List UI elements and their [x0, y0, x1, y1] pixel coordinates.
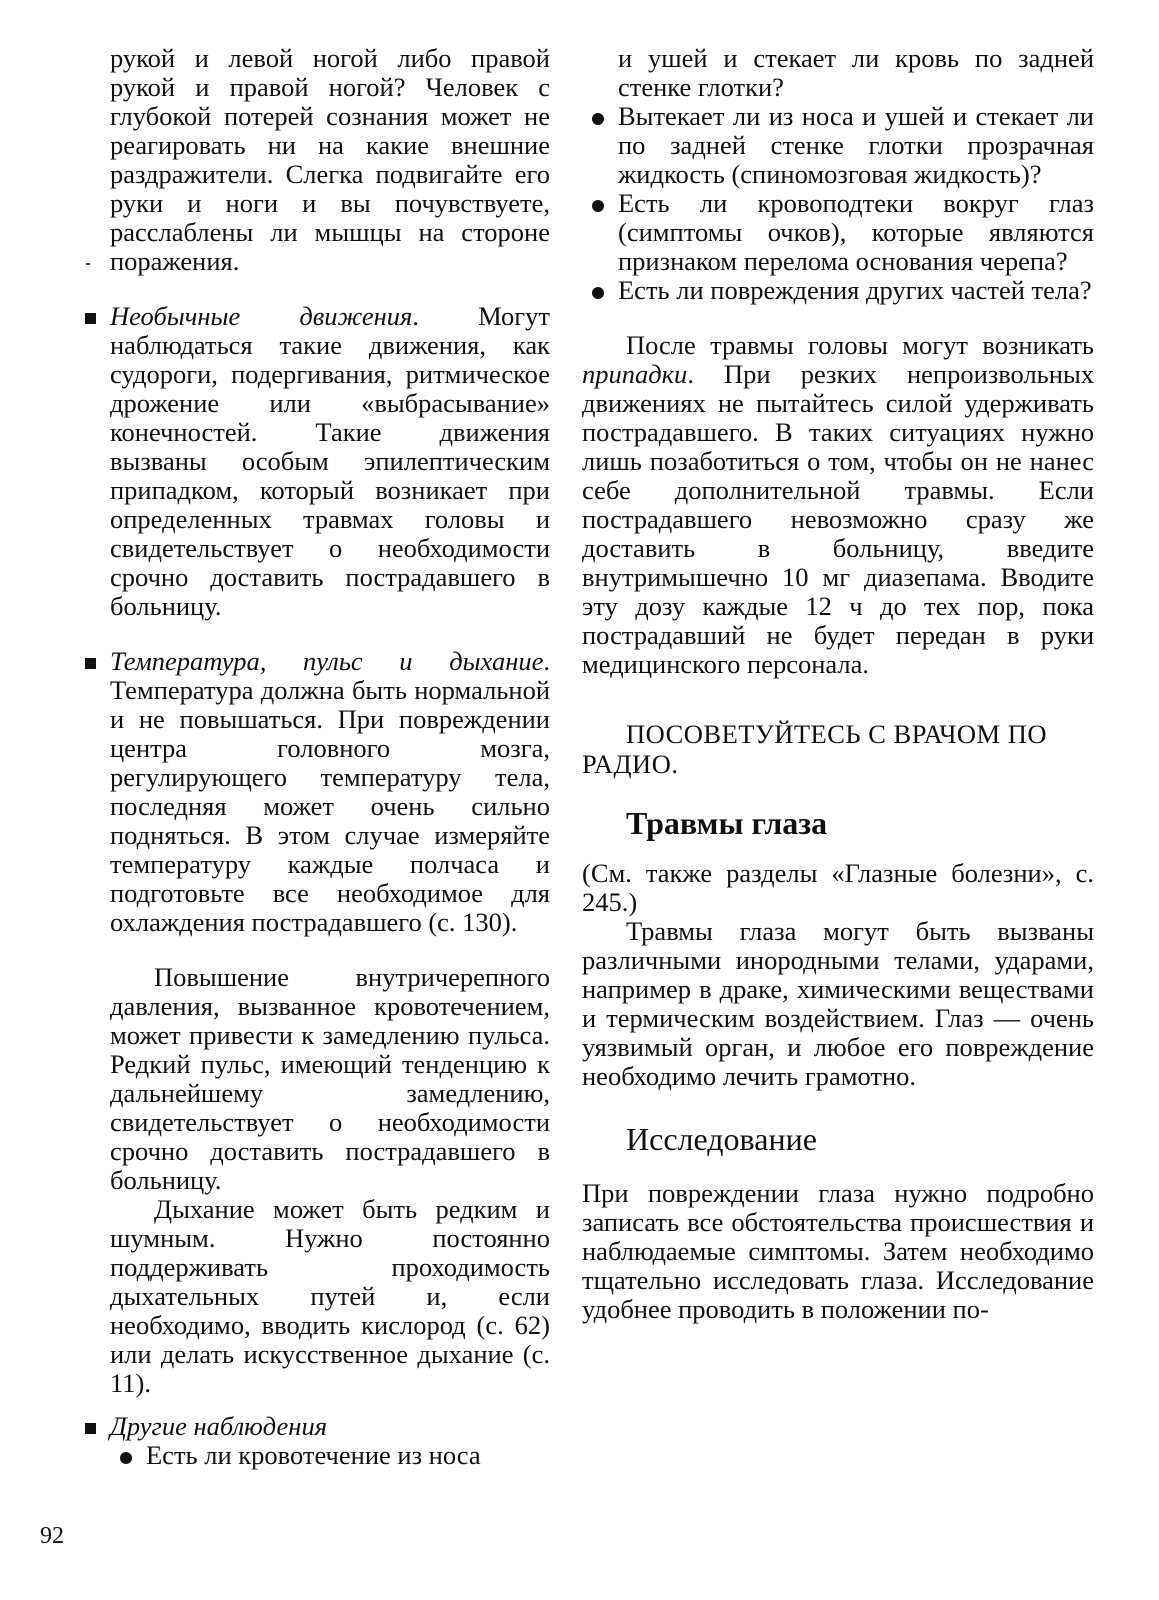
item-title: Другие наблюдения [110, 1411, 328, 1441]
observation-item-temperature [110, 647, 550, 937]
round-bullet-icon [592, 200, 604, 212]
observation-item-other [110, 1412, 550, 1441]
round-bullet-icon [120, 1452, 132, 1464]
round-bullet-icon [592, 113, 604, 125]
item-text [110, 1412, 550, 1441]
observation-item-unusual-movements [110, 302, 550, 621]
bullet-text: Есть ли повреждения других частей тела? [618, 275, 1092, 305]
square-bullet-icon [85, 313, 96, 324]
round-bullet-item [110, 1441, 550, 1470]
bullet-text: Вытекает ли из носа и ушей и стекает ли по задней стенке глотки прозрачная жидкость (спиномозговая жидкость)? [618, 101, 1094, 189]
left-column [110, 44, 550, 1470]
bullet-text: и ушей и стекает ли кровь по задней стенке глотки? [618, 43, 1094, 102]
item-title: Необычные движения [110, 301, 413, 331]
item-body: . Температура должна быть нормальной и не повышаться. При повреждении центра головного мозга, регулирующего температуру тела, последняя может очень сильно подняться. В этом случае измеряйте температуру каждые полчаса и подготовьте все необходимое для охлаждения пострадавшего (с. 130). [110, 646, 550, 937]
item-title: Температура, пульс и дыхание [110, 646, 544, 676]
right-paragraph-2: Травмы глаза могут быть вызваны различными инородными телами, ударами, например в драке, химическими веществами и термическим воздействием. Глаз — очень уязвимый орган, и любое его повреждение необходимо лечить грамотно. [582, 916, 1094, 1091]
round-bullet-item-continued [582, 44, 1094, 102]
left-paragraph-1: рукой и левой ногой либо правой рукой и правой ногой? Человек с глубокой потерей сознания может не реагировать ни на какие внешние раздражители. Слегка подвигайте его руки и ноги и вы почувствуете, расслаблены ли мышцы на стороне поражения. [110, 43, 550, 276]
text-run: После травмы головы могут возникать [626, 330, 1094, 360]
see-also-note: (См. также разделы «Глазные болезни», с. 245.) [582, 858, 1094, 917]
emphasis-text: припадки [582, 359, 688, 389]
round-bullet-icon [592, 287, 604, 299]
text-run: . При резких непроизвольных движениях не пытайтесь силой удерживать пострадавшего. В таких ситуациях нужно лишь позаботиться о том, чтобы он не нанес себе дополнительной травмы. Если пострадавшего невозможно сразу же доставить в больницу, введите внутримышечно 10 мг диазепама. Вводите эту дозу каждые 12 ч до тех пор, пока пострадавший не будет передан в руки медицинского персонала. [582, 359, 1094, 679]
bullet-text: Есть ли кровоподтеки вокруг глаз (симптомы очков), которые являются признаком перелома основания черепа? [618, 188, 1094, 276]
page-number: 92 [40, 1523, 64, 1549]
left-paragraph-3: Дыхание может быть редким и шумным. Нужно постоянно поддерживать проходимость дыхательных путей и, если необходимо, вводить кислород (с. 62) или делать искусственное дыхание (с. 11). [110, 1194, 550, 1398]
item-body: . Могут наблюдаться такие движения, как судороги, подергивания, ритмическое дрожение или «выбрасывание» конечностей. Такие движения вызваны особым эпилептическим припадком, который возникает при определенных травмах головы и свидетельствует о необходимости срочно доставить пострадавшего в больницу. [110, 301, 550, 621]
subsection-heading: Исследование [626, 1121, 817, 1157]
right-paragraph-3: При повреждении глаза нужно подробно записать все обстоятельства происшествия и наблюдаемые симптомы. Затем необходимо тщательно исследовать глаза. Исследование удобнее проводить в положении по- [582, 1178, 1094, 1324]
item-text [110, 302, 550, 621]
item-text [110, 647, 550, 937]
section-heading: Травмы глаза [626, 805, 828, 841]
left-paragraph-2: Повышение внутричерепного давления, вызванное кровотечением, может привести к замедлению пульса. Редкий пульс, имеющий тенденцию к дальнейшему замедлению, свидетельствует о необходимости срочно доставить пострадавшего в больницу. [110, 962, 550, 1195]
margin-mark [86, 263, 90, 265]
square-bullet-icon [85, 1423, 96, 1434]
square-bullet-icon [85, 658, 96, 669]
right-column [582, 44, 1094, 1324]
round-bullet-item [582, 189, 1094, 276]
round-bullet-item [582, 276, 1094, 305]
bullet-text: Есть ли кровотечение из носа [146, 1440, 481, 1470]
round-bullet-item [582, 102, 1094, 189]
advice-line: ПОСОВЕТУЙТЕСЬ С ВРАЧОМ ПО РАДИО. [582, 719, 1048, 779]
right-paragraph-1 [582, 331, 1094, 679]
